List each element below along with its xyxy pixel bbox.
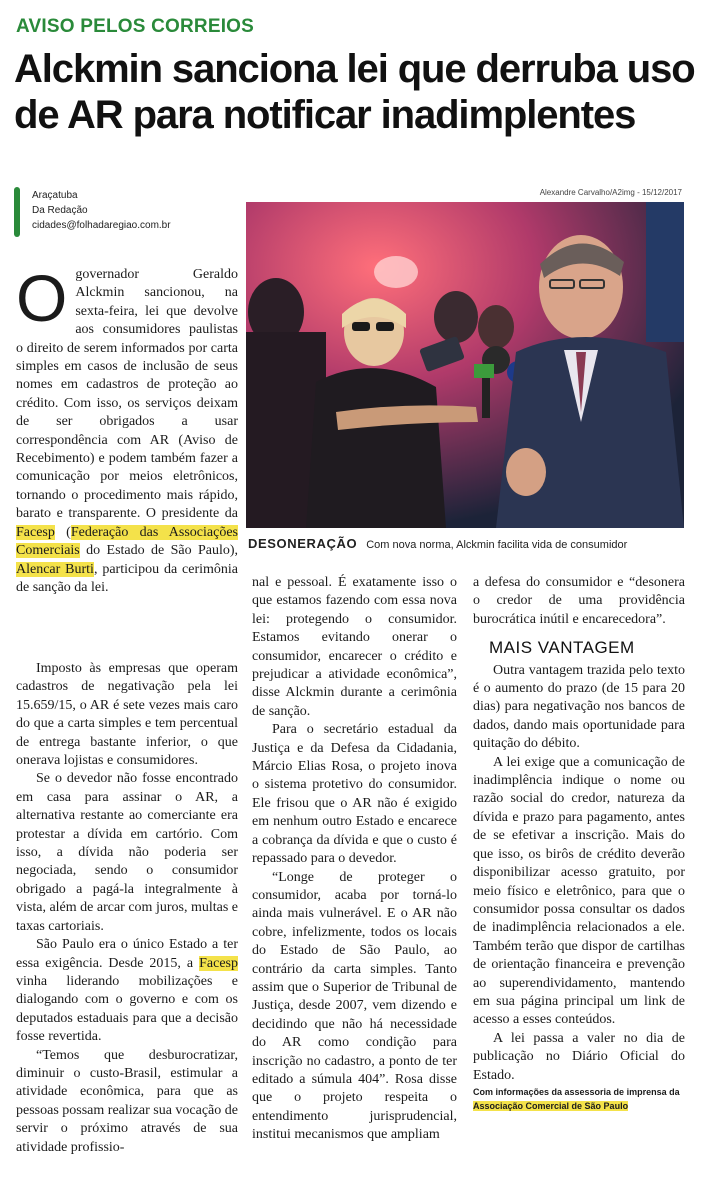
article-paragraph: “Longe de proteger o consumidor, acaba por torná-lo ainda mais vulnerável. E o AR não cobre, infelizmente, todos os locais do Estado de São Paulo, ao contrário da carta simples. Tanto assim que o Superior de Tribunal de Justiça, desde 2007, vem dizendo e decidindo que não há necessidade do AR como condição para inscrição no cadastro, a ponto de ter editado a súmula 404”. Rosa disse que o projeto respeita o entendimento jurisprudencial, institui mecanismos que ampliam [252, 869, 457, 1143]
photo-caption [248, 536, 688, 551]
byline-accent-bar [14, 187, 20, 237]
article-paragraph [16, 936, 238, 1046]
highlight-federacao: Federação das Associações Comerciais [16, 524, 239, 559]
paragraph-text: vinha liderando mobilizações e dialogando com o governo e com os deputados estaduais para que a decisão fosse revertida. [16, 973, 238, 1045]
caption-lead: DESONERAÇÃO [248, 536, 358, 551]
subheading: MAIS VANTAGEM [489, 638, 635, 658]
article-paragraph: Se o devedor não fosse encontrado em casa para assinar o AR, a alternativa restante ao comerciante era protestar a dívida em cartório. Com isso, a dívida não poderia ser negociada, sendo o consumidor obrigado a pagá-la integralmente à vista, além de arcar com juros, multas e taxas cartoriais. [16, 771, 238, 934]
byline-city: Araçatuba [32, 190, 78, 201]
article-column-1-bottom [16, 660, 238, 1157]
source-note [473, 1085, 685, 1113]
article-column-3 [473, 574, 685, 1113]
source-note-org: Associação Comercial de São Paulo [473, 1100, 629, 1111]
dropcap: O [16, 261, 68, 335]
paragraph-text: governador Geraldo Alckmin sancionou, na sexta-feira, lei que devolve aos consumidores paulistas o direito de serem informados por carta simples em casos de inclusão de seus nomes em cadastros de proteção ao crédito. Com isso, os serviços deixam de ser obrigados a usar correspondência com AR (Aviso de Recebimento) e podem também fazer a comunicação por meios eletrônicos, tornando o procedimento mais rápido, barato e transparente. O presidente da [16, 267, 238, 522]
paragraph-text: São Paulo era o único Estado a ter essa exigência. Desde 2015, a [16, 937, 238, 971]
article-paragraph: a defesa do consumidor e “desonera o credor de uma providência burocrática inútil e encarecedora”. [473, 575, 685, 627]
article-paragraph: A lei passa a valer no dia de publicação no Diário Oficial do Estado. [473, 1030, 685, 1083]
headline [14, 46, 704, 138]
article-paragraph: nal e pessoal. É exatamente isso o que estamos fazendo com essa nova lei: protegendo o consumidor. Estamos evitando onerar o consumidor, encarecer o crédito e prejudicar a atividade econômica”, disse Alckmin durante a cerimônia de sanção. [252, 575, 457, 719]
section-kicker: AVISO PELOS CORREIOS [16, 16, 255, 37]
byline-email: cidades@folhadaregiao.com.br [32, 220, 171, 231]
photo-credit: Alexandre Carvalho/A2img - 15/12/2017 [539, 188, 682, 197]
article-column-2 [252, 574, 457, 1145]
article-paragraph: “Temos que desburocratizar, diminuir o custo-Brasil, estimular a atividade econômica, para que as pessoas possam realizar sua vocação de servir o próximo através de sua atividade profissio- [16, 1047, 238, 1155]
highlight-facesp: Facesp [16, 524, 55, 540]
caption-text: Com nova norma, Alckmin facilita vida de consumidor [366, 539, 628, 551]
byline-desk: Da Redação [32, 205, 88, 216]
news-photo [246, 202, 684, 528]
paragraph-text: , participou da cerimônia de sanção da lei. [16, 561, 238, 595]
article-paragraph: Outra vantagem trazida pelo texto é o aumento do prazo (de 15 para 20 dias) para negativação nos bancos de dados, dando mais oportunidade para quitação do débito. [473, 662, 685, 752]
highlight-facesp: Facesp [199, 955, 238, 971]
article-paragraph: Para o secretário estadual da Justiça e da Defesa da Cidadania, Márcio Elias Rosa, o projeto inova o sistema protetivo do consumidor. Ele frisou que o AR não é exigido em nenhum outro Estado e encarece a cobrança da dívida e que o custo é repassado para o devedor. [252, 722, 457, 867]
article-paragraph: A lei exige que a comunicação de inadimplência indique o nome ou razão social do credor, natureza da dívida e prazo para pagamento, antes de se efetivar a inscrição. Mais do que isso, os birôs de crédito deverão disponibilizar acesso gratuito, por meio físico e eletrônico, para que o consumidor possa consultar os dados de inadimplência relacionados a ele. Também terão que dispor de cartilhas de orientação financeira e prevenção ao superendividamento, mantendo em sua página principal um link de acesso a esses conteúdos. [473, 754, 685, 1028]
article-paragraph: Imposto às empresas que operam cadastros de negativação pela lei 15.659/15, o AR é sete vezes mais caro do que a carta simples e tem percentual de entrega bastante inferior, o que onerava lojistas e consumidores. [16, 661, 238, 769]
headline-line-1: Alckmin sanciona lei que derruba uso [14, 47, 695, 91]
source-note-text: Com informações da assessoria de imprensa da [473, 1086, 680, 1097]
article-column-1-top [16, 261, 239, 597]
headline-line-2: de AR para notificar inadimplentes [14, 93, 636, 137]
highlight-alencar-burti: Alencar Burti [16, 561, 94, 577]
photo-illustration [246, 202, 684, 528]
article-paragraph: Ogovernador Geraldo Alckmin sancionou, na sexta-feira, lei que devolve aos consumidores paulistas o direito de serem informados por carta simples em casos de inclusão de seus nomes em cadastros de proteção ao crédito. Com isso, os serviços deixam de ser obrigados a usar correspondência com AR (Aviso de Recebimento) e podem também fazer a comunicação por meios eletrônicos, tornando o procedimento mais rápido, barato e transparente. O presidente da Facesp (Federação das Associações Comerciais do Estado de São Paulo), Alencar Burti, participou da cerimônia de sanção da lei. [16, 261, 239, 595]
byline [32, 188, 171, 233]
paragraph-text: do Estado de São Paulo), [86, 543, 238, 559]
